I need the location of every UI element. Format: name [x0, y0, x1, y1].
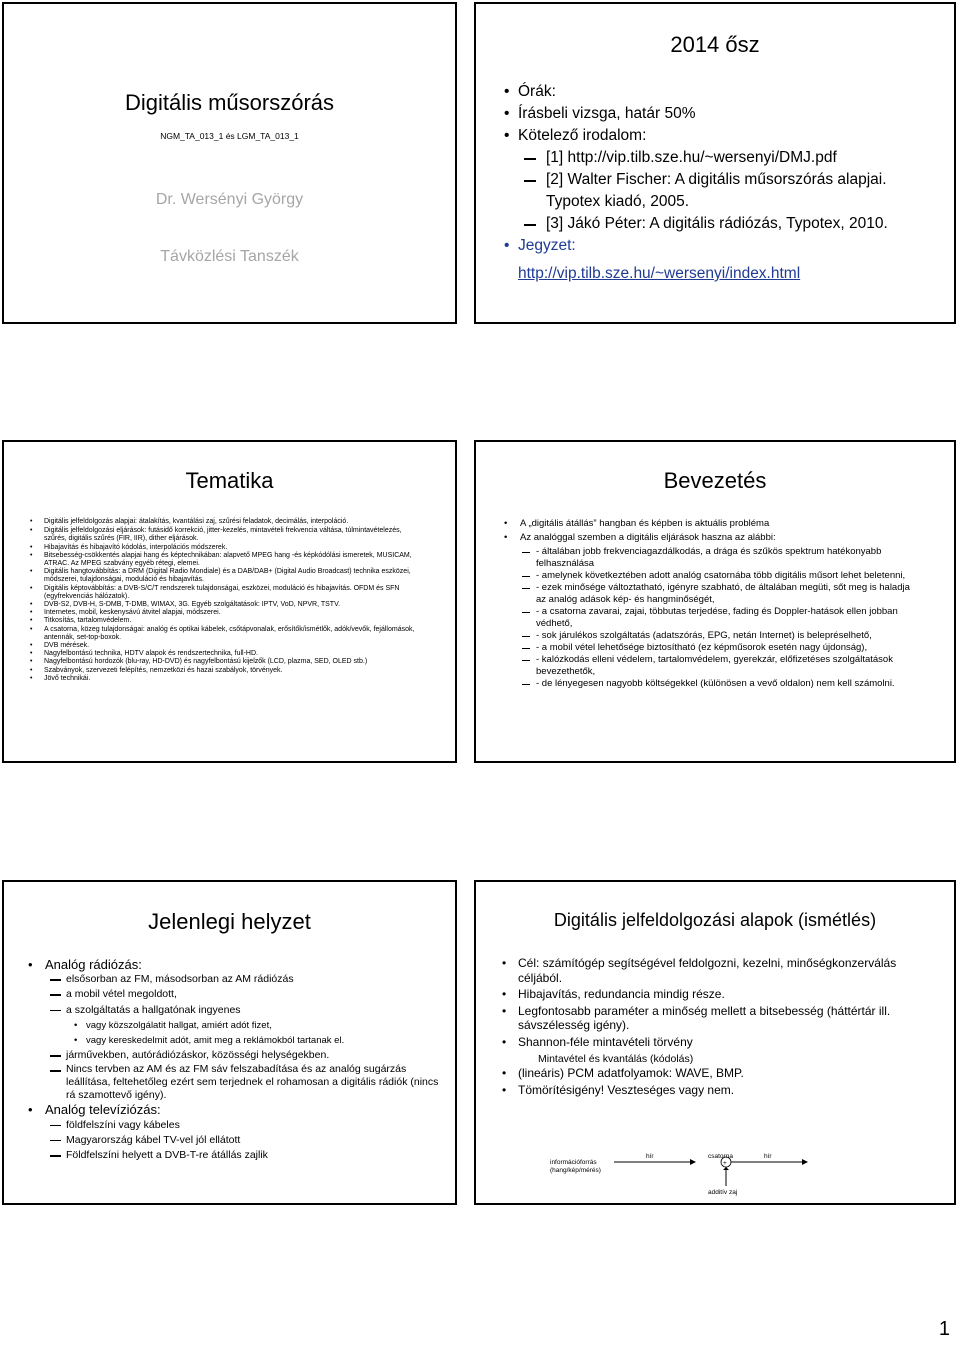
channel-label: csatorna [708, 1153, 733, 1160]
radio-subitem: • vagy közszolgálatit hallgat, amiért adót fizet, [28, 1018, 439, 1033]
list-item: • A csatorna, közeg tulajdonságai: analóg és optikai kábelek, csőtápvonalak, erősítők/ismétlők, adók/vevők, fejállomások, antennák, set-top-boxok. [30, 626, 419, 642]
radio-item: a szolgáltatás a hallgatónak ingyenes [28, 1003, 439, 1018]
tv-item: Földfelszíni helyett a DVB-T-re átállás zajlik [28, 1148, 439, 1163]
section-heading: • Analóg televíziózás: [28, 1102, 439, 1117]
reference-item: [1] http://vip.tilb.sze.hu/~wersenyi/DMJ.pdf [504, 147, 946, 169]
noise-arrow-head [723, 1167, 729, 1170]
benefit-item: - amelynek következtében adott analóg csatornába több digitális műsort lehet beletenni, [504, 570, 918, 582]
slide-introduction-heading: Bevezetés [663, 468, 767, 493]
indented-item: Mintavétel és kvantálás (kódolás) [538, 1052, 694, 1065]
slide-semester-heading: 2014 ősz [670, 32, 760, 57]
page-number: 1 [938, 1318, 950, 1340]
benefit-item: - a csatorna zavarai, zajai, többutas terjedése, fading és Doppler-hatások ellen jobban védhető, [504, 606, 918, 630]
reference-item: [2] Walter Fischer: A digitális műsorszórás alapjai. [504, 169, 946, 191]
reference-item: [3] Jákó Péter: A digitális rádiózás, Typotex, 2010. [504, 213, 946, 235]
slide-dsp-basics-heading: Digitális jelfeldolgozási alapok (ismétlés) [553, 910, 877, 930]
message-label-2: hír [764, 1153, 772, 1160]
list-item: • Shannon-féle mintavételi törvény [502, 1035, 942, 1050]
list-item: • DVB mérések. [30, 642, 419, 650]
list-item: • Cél: számítógép segítségével feldolgozni, kezelni, minőségkonzerválás céljából. [502, 956, 942, 985]
introduction-content [504, 518, 918, 690]
list-item: • Nagyfelbontású hordozók (blu-ray, HD-DVD) és nagyfelbontású kijelzők (LCD, plazma, SED, OLED stb.) [30, 658, 419, 666]
list-item: • Digitális jelfeldolgozás alapjai: átalakítás, kvantálási zaj, szűrési feladatok, decimálás, interpoláció. [30, 518, 419, 526]
radio-item: járművekben, autórádiózáskor, közösségi helységekben. [28, 1048, 439, 1063]
slide-current-status [2, 880, 457, 1205]
list-item: • Írásbeli vizsga, határ 50% [504, 103, 946, 125]
slide-introduction [474, 440, 956, 763]
current-status-content [28, 957, 439, 1163]
topics-list [30, 518, 419, 683]
list-item: • Jövő technikái. [30, 675, 419, 683]
slide-current-status-heading: Jelenlegi helyzet [148, 909, 311, 934]
list-item: • Órák: [504, 81, 946, 103]
benefit-item: - ezek minősége változtatható, igényre szabható, de általában megüti, sőt meg is haladja az analóg adások kép- és hangminőségét, [504, 582, 918, 606]
communication-diagram [502, 1134, 942, 1196]
radio-item: Nincs tervben az AM és az FM sáv felszabadítása és az analóg sugárzás leállítása, feltehetőleg ezért sem terjednek el rohamosan a digitális rádiók (nincs rá szamottevő igény). [28, 1063, 439, 1102]
tv-item: Magyarország kábel TV-vel jól ellátott [28, 1133, 439, 1148]
notes-link[interactable]: http://vip.tilb.sze.hu/~wersenyi/index.html [518, 265, 801, 282]
list-item: • Legfontosabb paraméter a minőség mellett a bitsebesség (háttértár ill. sávszélesség igény). [502, 1004, 942, 1033]
author-name: Dr. Wersényi György [155, 191, 304, 208]
section-heading: • Analóg rádiózás: [28, 957, 439, 972]
course-codes: NGM_TA_013_1 és LGM_TA_013_1 [160, 131, 299, 141]
list-item: • Digitális képtovábbítás: a DVB-S/C/T rendszerek tulajdonságai, eszközei, moduláció és hibajavítás. OFDM és SFN (egyfrekvenciás hálózatok). [30, 585, 419, 601]
list-item: • Szabványok, szervezeti felépítés, nemzetközi és hazai szabályok, törvények. [30, 667, 419, 675]
slide-title-heading: Digitális műsorszórás [124, 90, 335, 115]
source-label-2: (hang/kép/mérés) [550, 1167, 601, 1174]
source-label: információforrás [550, 1159, 597, 1166]
slide-dsp-basics [474, 880, 956, 1205]
department-name: Távközlési Tanszék [160, 248, 299, 265]
list-item: • (lineáris) PCM adatfolyamok: WAVE, BMP. [502, 1066, 942, 1081]
benefit-item: - általában jobb frekvenciagazdálkodás, a drága és szűkös spektrum hatékonyabb felhasználása [504, 546, 918, 570]
benefit-item: - kalózkodás elleni védelem, tartalomvédelem, gyerekzár, előfizetéses szolgáltatások bevezethetők, [504, 654, 918, 678]
list-item: • Titkosítás, tartalomvédelem. [30, 617, 419, 625]
arrow-head [690, 1159, 696, 1165]
list-item: • Hibajavítás, redundancia mindig része. [502, 987, 942, 1002]
benefit-item: - de lényegesen nagyobb költségekkel (különösen a vevő oldalon) nem kell számolni. [504, 678, 918, 690]
list-item: • DVB-S2, DVB-H, S-DMB, T-DMB, WIMAX, 3G. Egyéb szolgáltatások: IPTV, VoD, NPVR, TSTV. [30, 601, 419, 609]
list-item: • Az analóggal szemben a digitális eljárások haszna az alábbi: [504, 532, 918, 544]
slide-topics-heading: Tematika [185, 468, 274, 493]
list-item: • Internetes, mobil, keskenysávú átvitel alapjai, módszerei. [30, 609, 419, 617]
radio-item: a mobil vétel megoldott, [28, 987, 439, 1002]
list-item: • Digitális hangtovábbítás: a DRM (Digital Radio Mondiale) és a DAB/DAB+ (Digital Audio Broadcast) technika eszközei, módszerei, tulajdonságai, moduláció és hibajavítás. [30, 568, 419, 584]
list-item: • Tömörítésigény! Veszteséges vagy nem. [502, 1083, 942, 1098]
list-item: • A „digitális átállás” hangban és képben is aktuális probléma [504, 518, 918, 530]
list-item: • Bitsebesség-csökkentés alapjai hang és képtechnikában: alapvető MPEG hang -és képkódólási ismeretek, MUSICAM, ATRAC. Az MPEG szabvány egyéb rétegi, elemei. [30, 552, 419, 568]
benefit-item: - sok járulékos szolgáltatás (adatszórás, EPG, netán Internet) is belepréselhető, [504, 630, 918, 642]
list-item: • Nagyfelbontású technika, HDTV alapok és rendszertechnika, full-HD. [30, 650, 419, 658]
tv-item: földfelszíni vagy kábeles [28, 1118, 439, 1133]
slide-title [2, 2, 457, 324]
dsp-basics-content [502, 956, 942, 1099]
list-item: • Hibajavítás és hibajavító kódolás, interpolációs módszerek. [30, 544, 419, 552]
semester-content [504, 81, 946, 285]
slide-topics [2, 440, 457, 763]
list-item: • Digitális jelfeldolgozási eljárások: futásidő korrekció, jitter-kezelés, mintavételi frekvencia váltása, túlmintavételezés, szűrés, digitális szűrés (FIR, IIR), dither eljárások. [30, 527, 419, 543]
message-label: hír [646, 1153, 654, 1160]
noise-label: additív zaj [708, 1189, 738, 1196]
benefit-item: - a mobil vétel lehetősége biztosítható (ez képműsorok esetén nagy újdonság), [504, 642, 918, 654]
slide-semester [474, 2, 956, 324]
list-item: • Kötelező irodalom: [504, 125, 946, 147]
reference-continuation: Typotex kiadó, 2005. [546, 193, 690, 210]
radio-item: elsősorban az FM, másodsorban az AM rádiózás [28, 972, 439, 987]
radio-subitem: • vagy kereskedelmit adót, amit meg a reklámokból tartanak el. [28, 1033, 439, 1048]
list-item: • Jegyzet: [504, 235, 946, 257]
plus-label: + [723, 1160, 727, 1167]
arrow-head [802, 1159, 808, 1165]
